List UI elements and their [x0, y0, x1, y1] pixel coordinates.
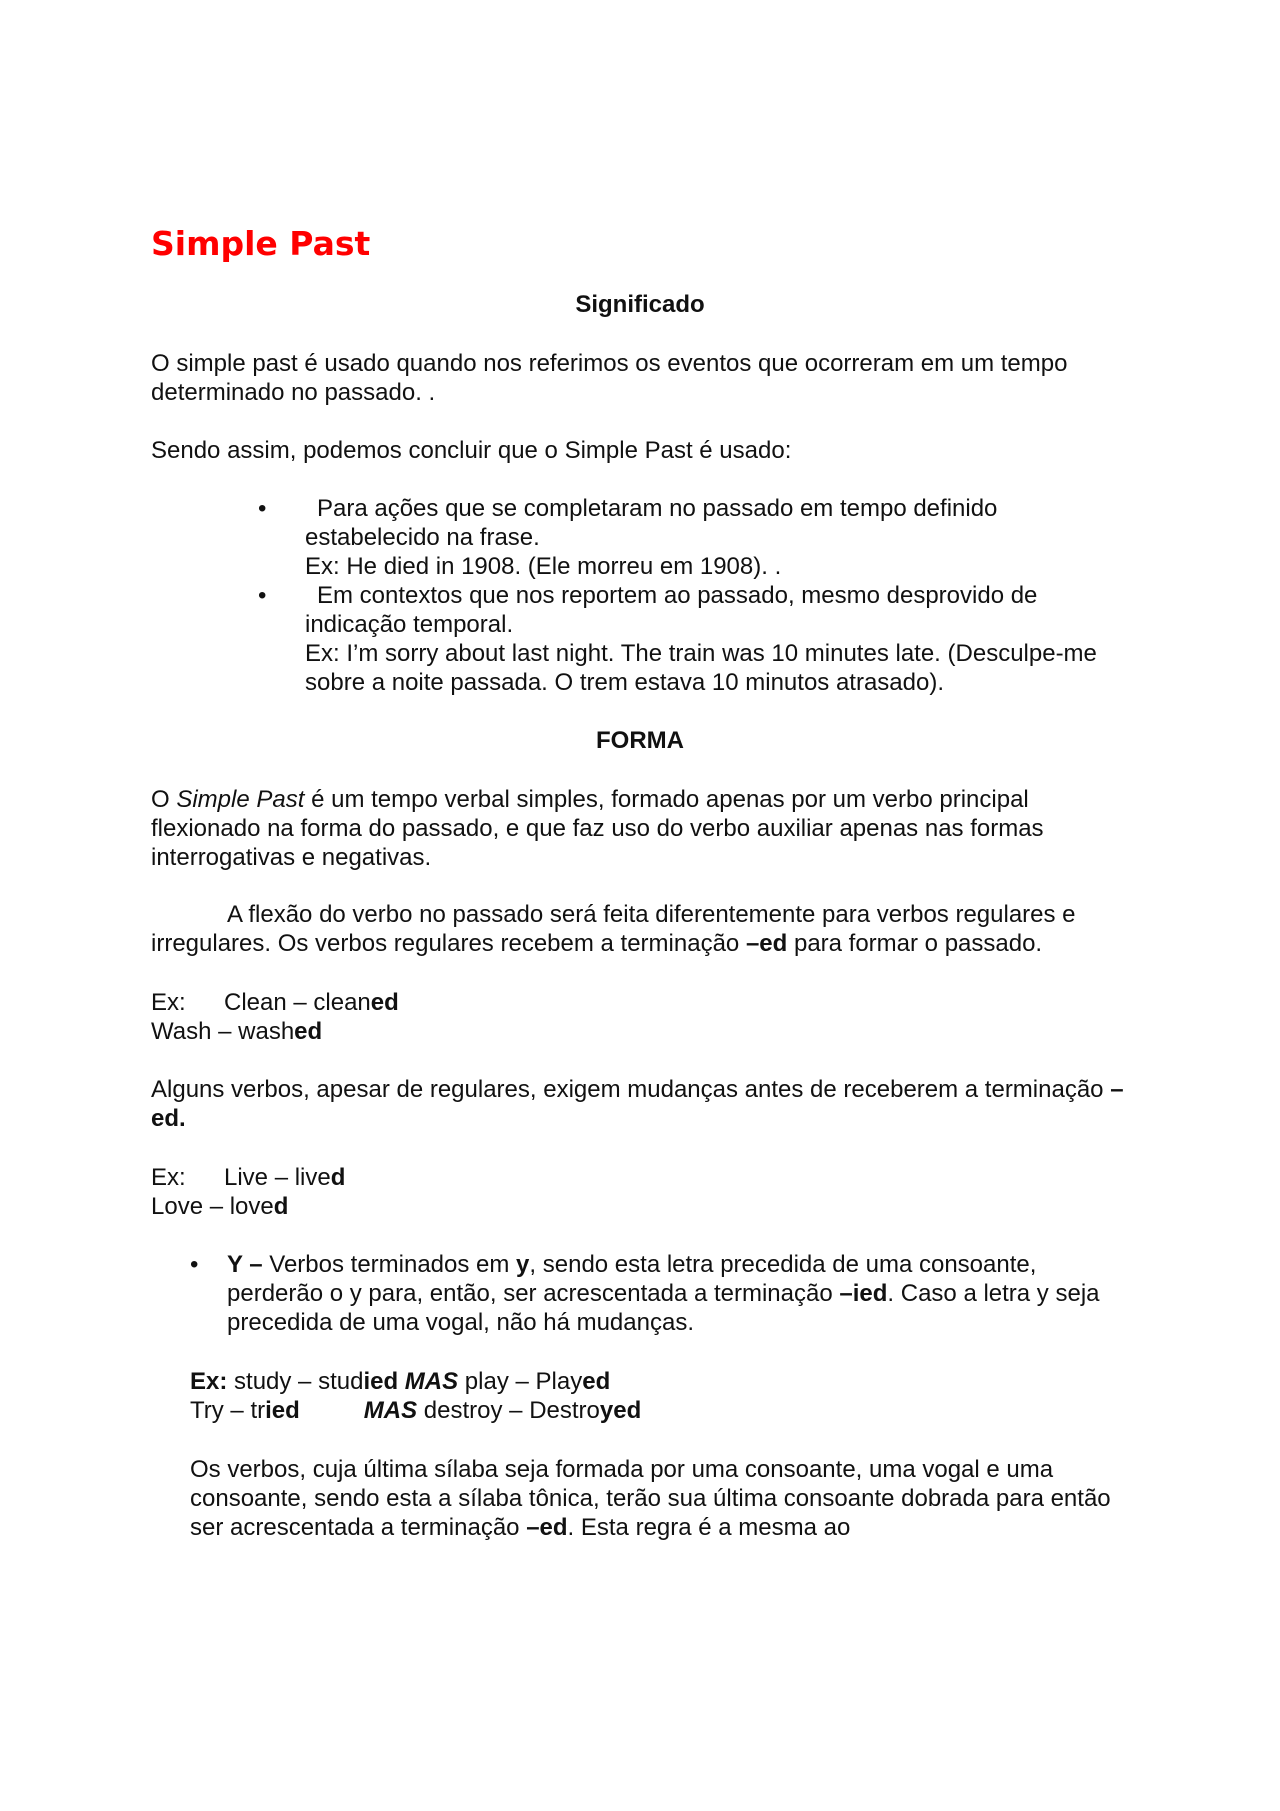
regular-examples	[151, 988, 1141, 1046]
paragraph-conclusion: Sendo assim, podemos concluir que o Simple Past é usado:	[151, 437, 792, 464]
bullet-icon: •	[190, 1251, 199, 1278]
paragraph-forma-definition: O Simple Past é um tempo verbal simples, formado apenas por um verbo principal flexionado na forma do passado, e que faz uso do verbo auxiliar apenas nas formas interrogativas e negativas.	[151, 786, 1044, 871]
changed-examples	[151, 1163, 1141, 1221]
y-examples	[190, 1367, 1120, 1425]
use-text: Em contextos que nos reportem ao passado, mesmo desprovido de indicação temporal.	[305, 582, 1038, 638]
list-item	[258, 581, 1118, 697]
uses-list	[258, 494, 1118, 697]
example-row: Love – loved	[151, 1193, 289, 1220]
suffix-ed: –ed	[745, 930, 788, 957]
bullet-icon: •	[258, 582, 267, 609]
italic-term: Simple Past	[176, 786, 305, 813]
suffix-ed: –ed.	[151, 1076, 1124, 1132]
paragraph-changes: Alguns verbos, apesar de regulares, exigem mudanças antes de receberem a terminação –ed.	[151, 1076, 1124, 1132]
example-row: Try – tried MAS destroy – Destroyed	[190, 1397, 642, 1424]
example-row: Ex: study – studied MAS play – Played	[190, 1368, 611, 1395]
section-heading-significado: Significado	[575, 291, 705, 318]
list-item	[258, 494, 1118, 581]
section-heading-forma: FORMA	[596, 727, 684, 754]
y-rule-list	[190, 1250, 1120, 1337]
page-title: Simple Past	[151, 224, 371, 263]
bullet-icon: •	[258, 495, 267, 522]
use-text: Para ações que se completaram no passado em tempo definido estabelecido na frase.	[305, 495, 998, 551]
list-item: • Y – Verbos terminados em y, sendo esta letra precedida de uma consoante, perderão o y para, então, ser acrescentada a terminação –ied. Caso a letra y seja precedida de uma vogal, não há mudanças.	[190, 1251, 1100, 1336]
suffix-ed: –ed	[526, 1514, 568, 1541]
paragraph-consonant-doubling: Os verbos, cuja última sílaba seja formada por uma consoante, uma vogal e uma consoante, sendo esta a sílaba tônica, terão sua última consoante dobrada para então ser acrescentada a terminação –ed. Esta regra é a mesma ao	[190, 1456, 1111, 1541]
example-row: Ex: Clean – cleaned	[151, 989, 399, 1016]
example-row: Ex: Live – lived	[151, 1164, 346, 1191]
paragraph-intro: O simple past é usado quando nos referimos os eventos que ocorreram em um tempo determinado no passado. .	[151, 350, 1068, 406]
use-example: Ex: He died in 1908. (Ele morreu em 1908). .	[305, 553, 782, 580]
example-row: Wash – washed	[151, 1018, 323, 1045]
paragraph-regular-verbs: A flexão do verbo no passado será feita diferentemente para verbos regulares e irregulares. Os verbos regulares recebem a terminação –ed para formar o passado.	[151, 901, 1076, 957]
use-example: Ex: I’m sorry about last night. The train was 10 minutes late. (Desculpe-me sobre a noite passada. O trem estava 10 minutos atrasado).	[305, 640, 1097, 696]
